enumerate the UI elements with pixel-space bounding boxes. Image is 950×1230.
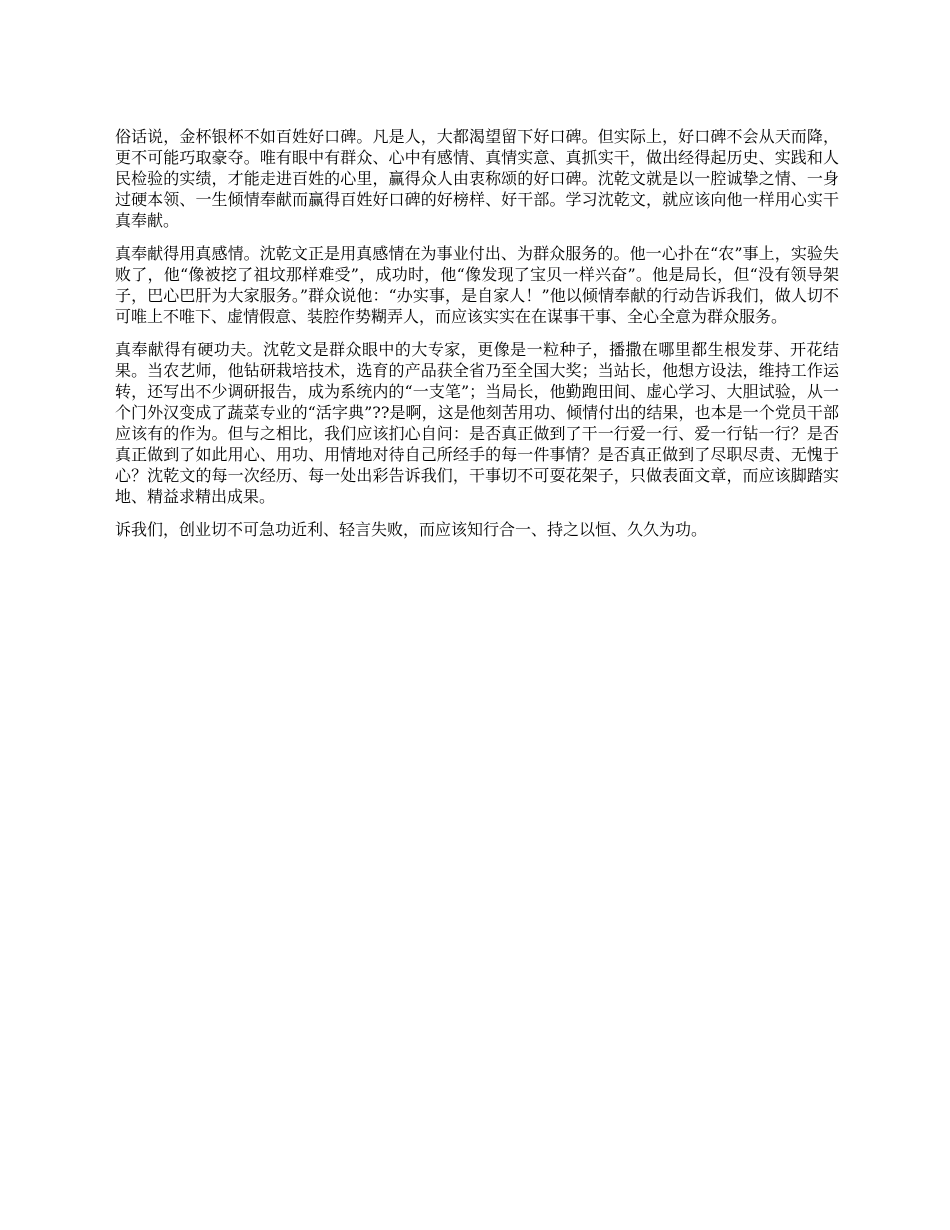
- paragraph-1: 俗话说，金杯银杯不如百姓好口碑。凡是人，大都渴望留下好口碑。但实际上，好口碑不会从天而降，更不可能巧取豪夺。唯有眼中有群众、心中有感情、真情实意、真抓实干，做出经得起历史、实践和人民检验的实绩，才能走进百姓的心里，赢得众人由衷称颂的好口碑。沈乾文就是以一腔诚挚之情、一身过硬本领、一生倾情奉献而赢得百姓好口碑的好榜样、好干部。学习沈乾文，就应该向他一样用心实干真奉献。: [115, 127, 839, 230]
- document-body: [115, 126, 839, 552]
- paragraph-3: 真奉献得有硬功夫。沈乾文是群众眼中的大专家，更像是一粒种子，播撒在哪里都生根发芽、开花结果。当农艺师，他钻研栽培技术，选育的产品获全省乃至全国大奖；当站长，他想方设法，维持工作运转，还写出不少调研报告，成为系统内的“一支笔”；当局长，他勤跑田间、虚心学习、大胆试验，从一个门外汉变成了蔬菜专业的“活字典”??是啊，这是他刻苦用功、倾情付出的结果，也本是一个党员干部应该有的作为。但与之相比，我们应该扪心自问：是否真正做到了干一行爱一行、爱一行钻一行？是否真正做到了如此用心、用功、用情地对待自己所经手的每一件事情？是否真正做到了尽职尽责、无愧于心？沈乾文的每一次经历、每一处出彩告诉我们，干事切不可耍花架子，只做表面文章，而应该脚踏实地、精益求精出成果。: [115, 340, 839, 506]
- paragraph-4: 诉我们，创业切不可急功近利、轻言失败，而应该知行合一、持之以恒、久久为功。: [115, 520, 708, 539]
- paragraph-2: 真奉献得用真感情。沈乾文正是用真感情在为事业付出、为群众服务的。他一心扑在“农”事上，实验失败了，他“像被挖了祖坟那样难受”，成功时，他“像发现了宝贝一样兴奋”。他是局长，但“没有领导架子，巴心巴肝为大家服务。”群众说他：“办实事，是自家人！”他以倾情奉献的行动告诉我们，做人切不可唯上不唯下、虚情假意、装腔作势糊弄人，而应该实实在在谋事干事、全心全意为群众服务。: [115, 244, 839, 326]
